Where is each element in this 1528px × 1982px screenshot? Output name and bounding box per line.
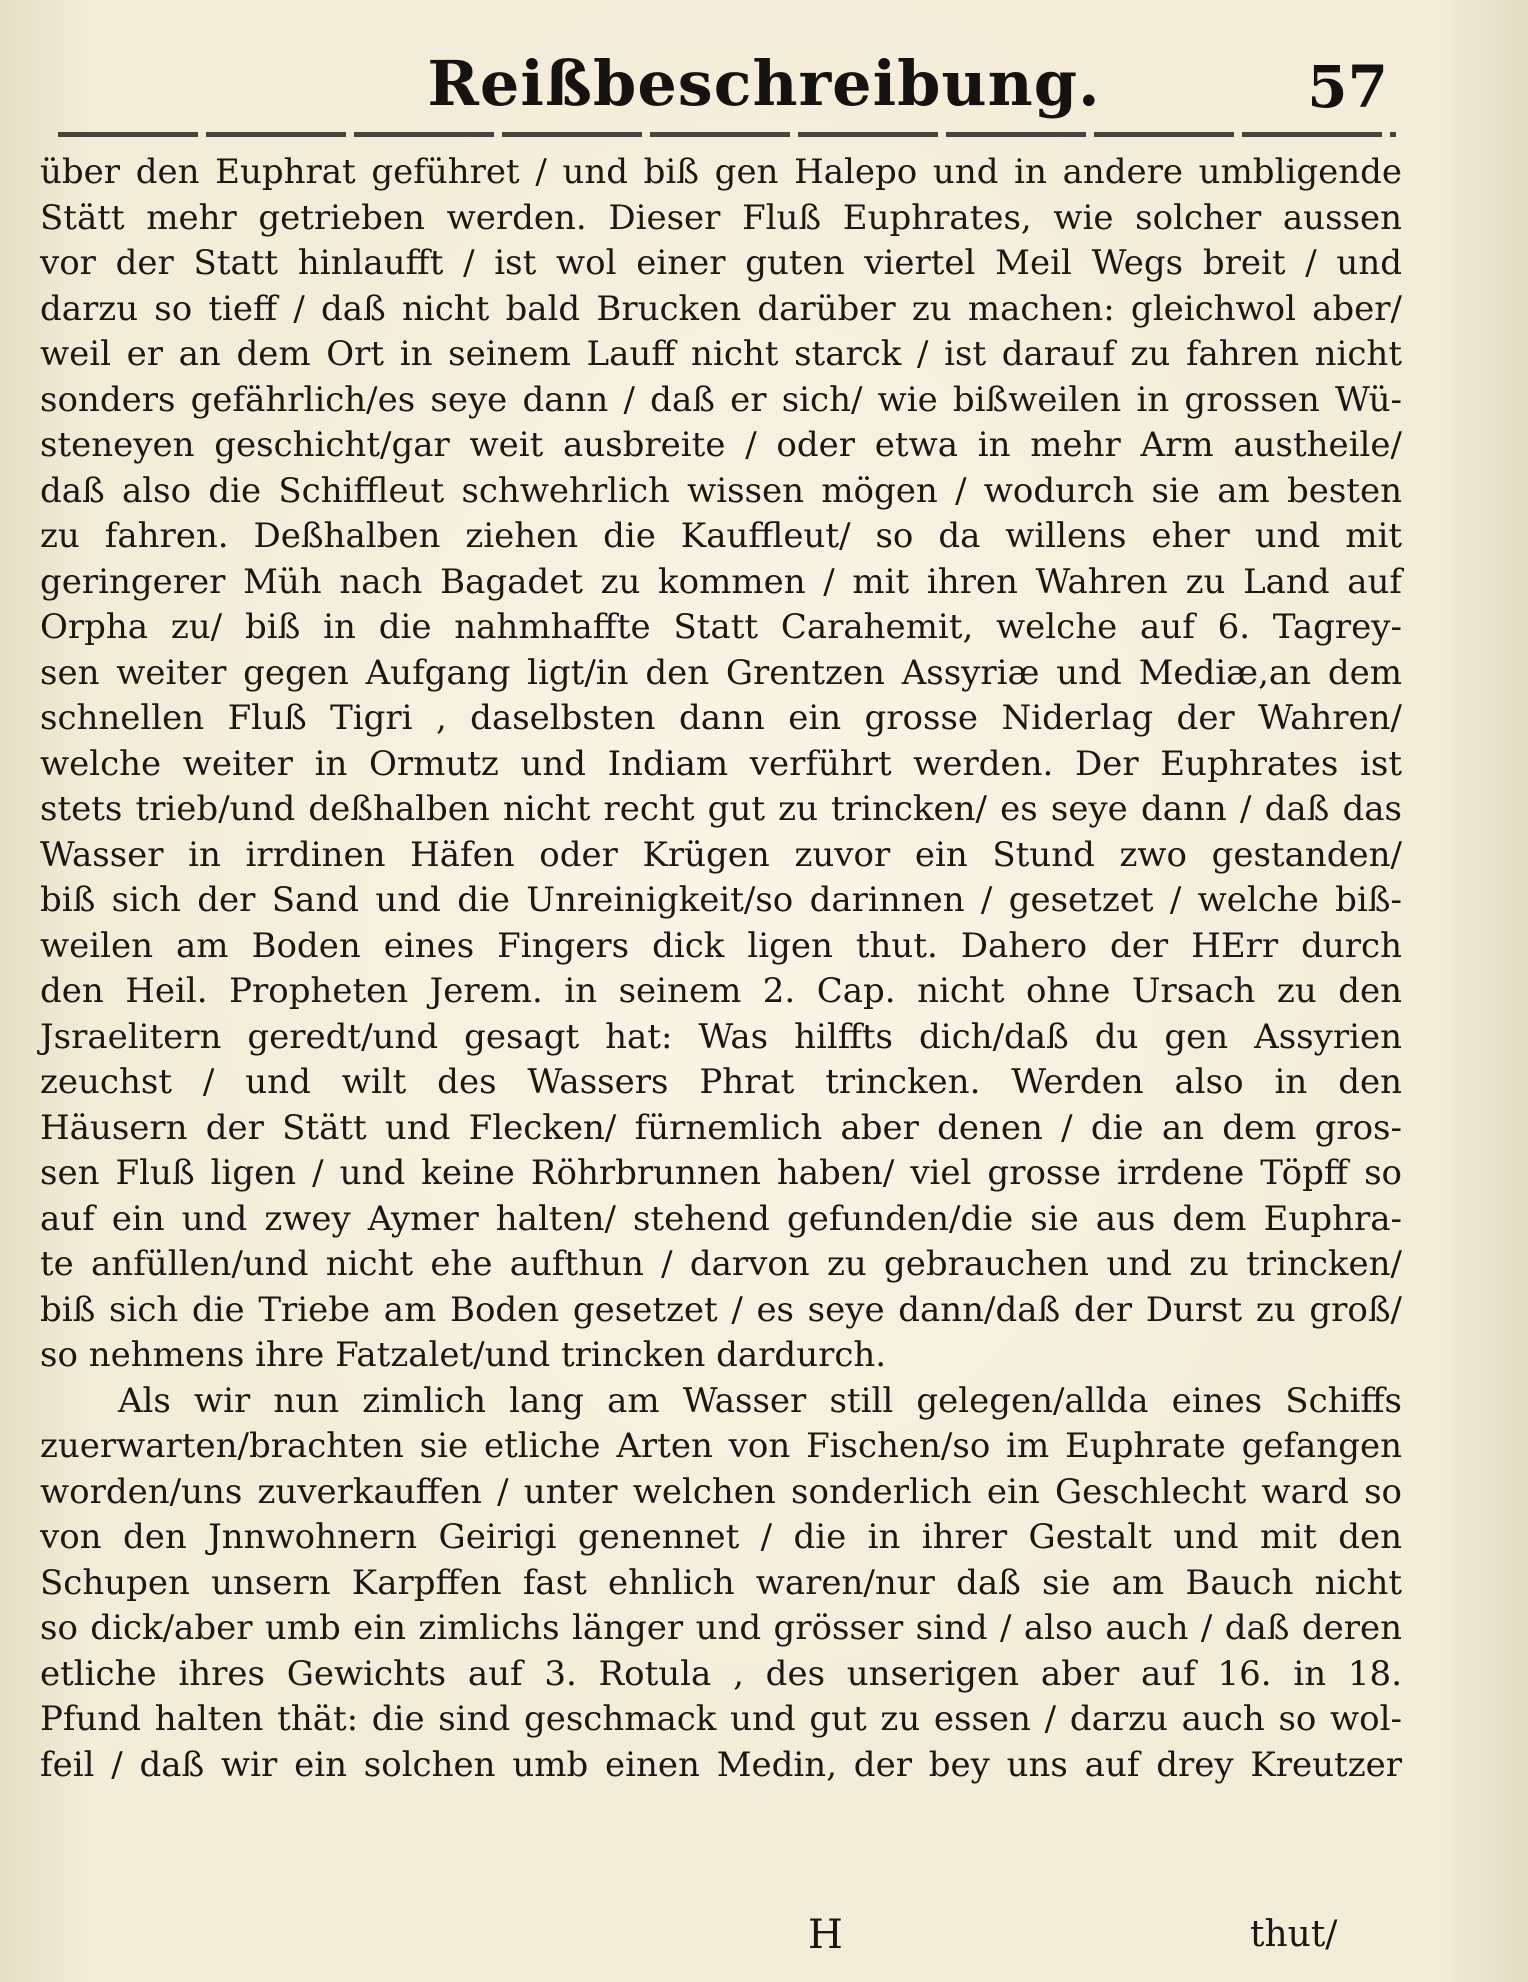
header-rule	[58, 132, 1396, 137]
text-line: zeuchst / und wilt des Wassers Phrat trincken. Werden also in den	[40, 1062, 1402, 1102]
text-line: worden/uns zuverkauffen / unter welchen sonderlich ein Geschlecht ward so	[40, 1471, 1402, 1512]
text-line: so dick/aber umb ein zimlichs länger und grösser sind / also auch / daß deren	[40, 1608, 1402, 1648]
text-line: welche weiter in Ormutz und Indiam verführt werden. Der Euphrates ist	[40, 743, 1402, 784]
text-line: sen weiter gegen Aufgang ligt/in den Grentzen Assyriæ und Mediæ,an dem	[40, 652, 1402, 693]
text-line: darzu so tieff / daß nicht bald Brucken darüber zu machen: gleichwol aber/	[40, 288, 1402, 329]
text-line: biß sich der Sand und die Unreinigkeit/so darinnen / gesetzet / welche biß-	[40, 880, 1402, 920]
text-line: weilen am Boden eines Fingers dick ligen thut. Dahero der HErr durch	[40, 925, 1402, 966]
text-line: biß sich die Triebe am Boden gesetzet / es seye dann/daß der Durst zu groß/	[40, 1289, 1402, 1330]
text-line: Stätt mehr getrieben werden. Dieser Fluß Euphrates, wie solcher aussen	[40, 197, 1402, 238]
page-number: 57	[1307, 53, 1388, 121]
text-line: Schupen unsern Karpffen fast ehnlich waren/nur daß sie am Bauch nicht	[40, 1562, 1402, 1603]
text-line: stets trieb/und deßhalben nicht recht gut zu trincken/ es seye dann / daß das	[40, 789, 1402, 829]
catchword: thut/	[1250, 1914, 1338, 1955]
text-line: etliche ihres Gewichts auf 3. Rotula , des unserigen aber auf 16. in 18.	[40, 1653, 1402, 1694]
text-line: Wasser in irrdinen Häfen oder Krügen zuvor ein Stund zwo gestanden/	[40, 834, 1402, 875]
text-line: über den Euphrat geführet / und biß gen Halepo und in andere umbligende	[40, 152, 1402, 192]
text-line: vor der Statt hinlaufft / ist wol einer guten viertel Meil Wegs breit / und	[40, 243, 1402, 283]
text-line: von den Jnnwohnern Geirigi genennet / die in ihrer Gestalt und mit den	[40, 1517, 1402, 1557]
text-line: geringerer Müh nach Bagadet zu kommen / mit ihren Wahren zu Land auf	[40, 561, 1402, 602]
text-line: Orpha zu/ biß in die nahmhaffte Statt Carahemit, welche auf 6. Tagrey-	[40, 607, 1402, 647]
text-line: steneyen geschicht/gar weit ausbreite / oder etwa in mehr Arm austheile/	[40, 425, 1402, 465]
body-text	[40, 150, 1402, 1788]
text-line: Häusern der Stätt und Flecken/ fürnemlich aber denen / die an dem gros-	[40, 1107, 1402, 1148]
text-line: zu fahren. Deßhalben ziehen die Kauffleut/ so da willens eher und mit	[40, 516, 1402, 556]
text-line: zuerwarten/brachten sie etliche Arten von Fischen/so im Euphrate gefangen	[40, 1426, 1402, 1466]
text-line: auf ein und zwey Aymer halten/ stehend gefunden/die sie aus dem Euphra-	[40, 1198, 1402, 1239]
page-header	[0, 45, 1528, 135]
text-line: den Heil. Propheten Jerem. in seinem 2. Cap. nicht ohne Ursach zu den	[40, 971, 1402, 1011]
running-title: Reißbeschreibung.	[427, 47, 1101, 120]
text-line: so nehmens ihre Fatzalet/und trincken dardurch.	[40, 1335, 887, 1375]
text-line: Als wir nun zimlich lang am Wasser still gelegen/allda eines Schiffs	[118, 1380, 1402, 1421]
text-line: weil er an dem Ort in seinem Lauff nicht starck / ist darauf zu fahren nicht	[40, 334, 1402, 374]
text-line: feil / daß wir ein solchen umb einen Medin, der bey uns auf drey Kreutzer	[40, 1744, 1402, 1785]
text-line: te anfüllen/und nicht ehe aufthun / darvon zu gebrauchen und zu trincken/	[40, 1244, 1402, 1284]
text-line: Jsraelitern geredt/und gesagt hat: Was hilffts dich/daß du gen Assyrien	[40, 1016, 1402, 1057]
text-line: Pfund halten thät: die sind geschmack und gut zu essen / darzu auch so wol-	[40, 1699, 1402, 1739]
text-line: sonders gefährlich/es seye dann / daß er sich/ wie bißweilen in grossen Wü-	[40, 379, 1402, 420]
text-line: daß also die Schiffleut schwehrlich wissen mögen / wodurch sie am besten	[40, 470, 1402, 511]
text-line: schnellen Fluß Tigri , daselbsten dann ein grosse Niderlag der Wahren/	[40, 698, 1402, 738]
text-line: sen Fluß ligen / und keine Röhrbrunnen haben/ viel grosse irrdene Töpff so	[40, 1153, 1402, 1193]
signature-mark: H	[808, 1912, 843, 1958]
